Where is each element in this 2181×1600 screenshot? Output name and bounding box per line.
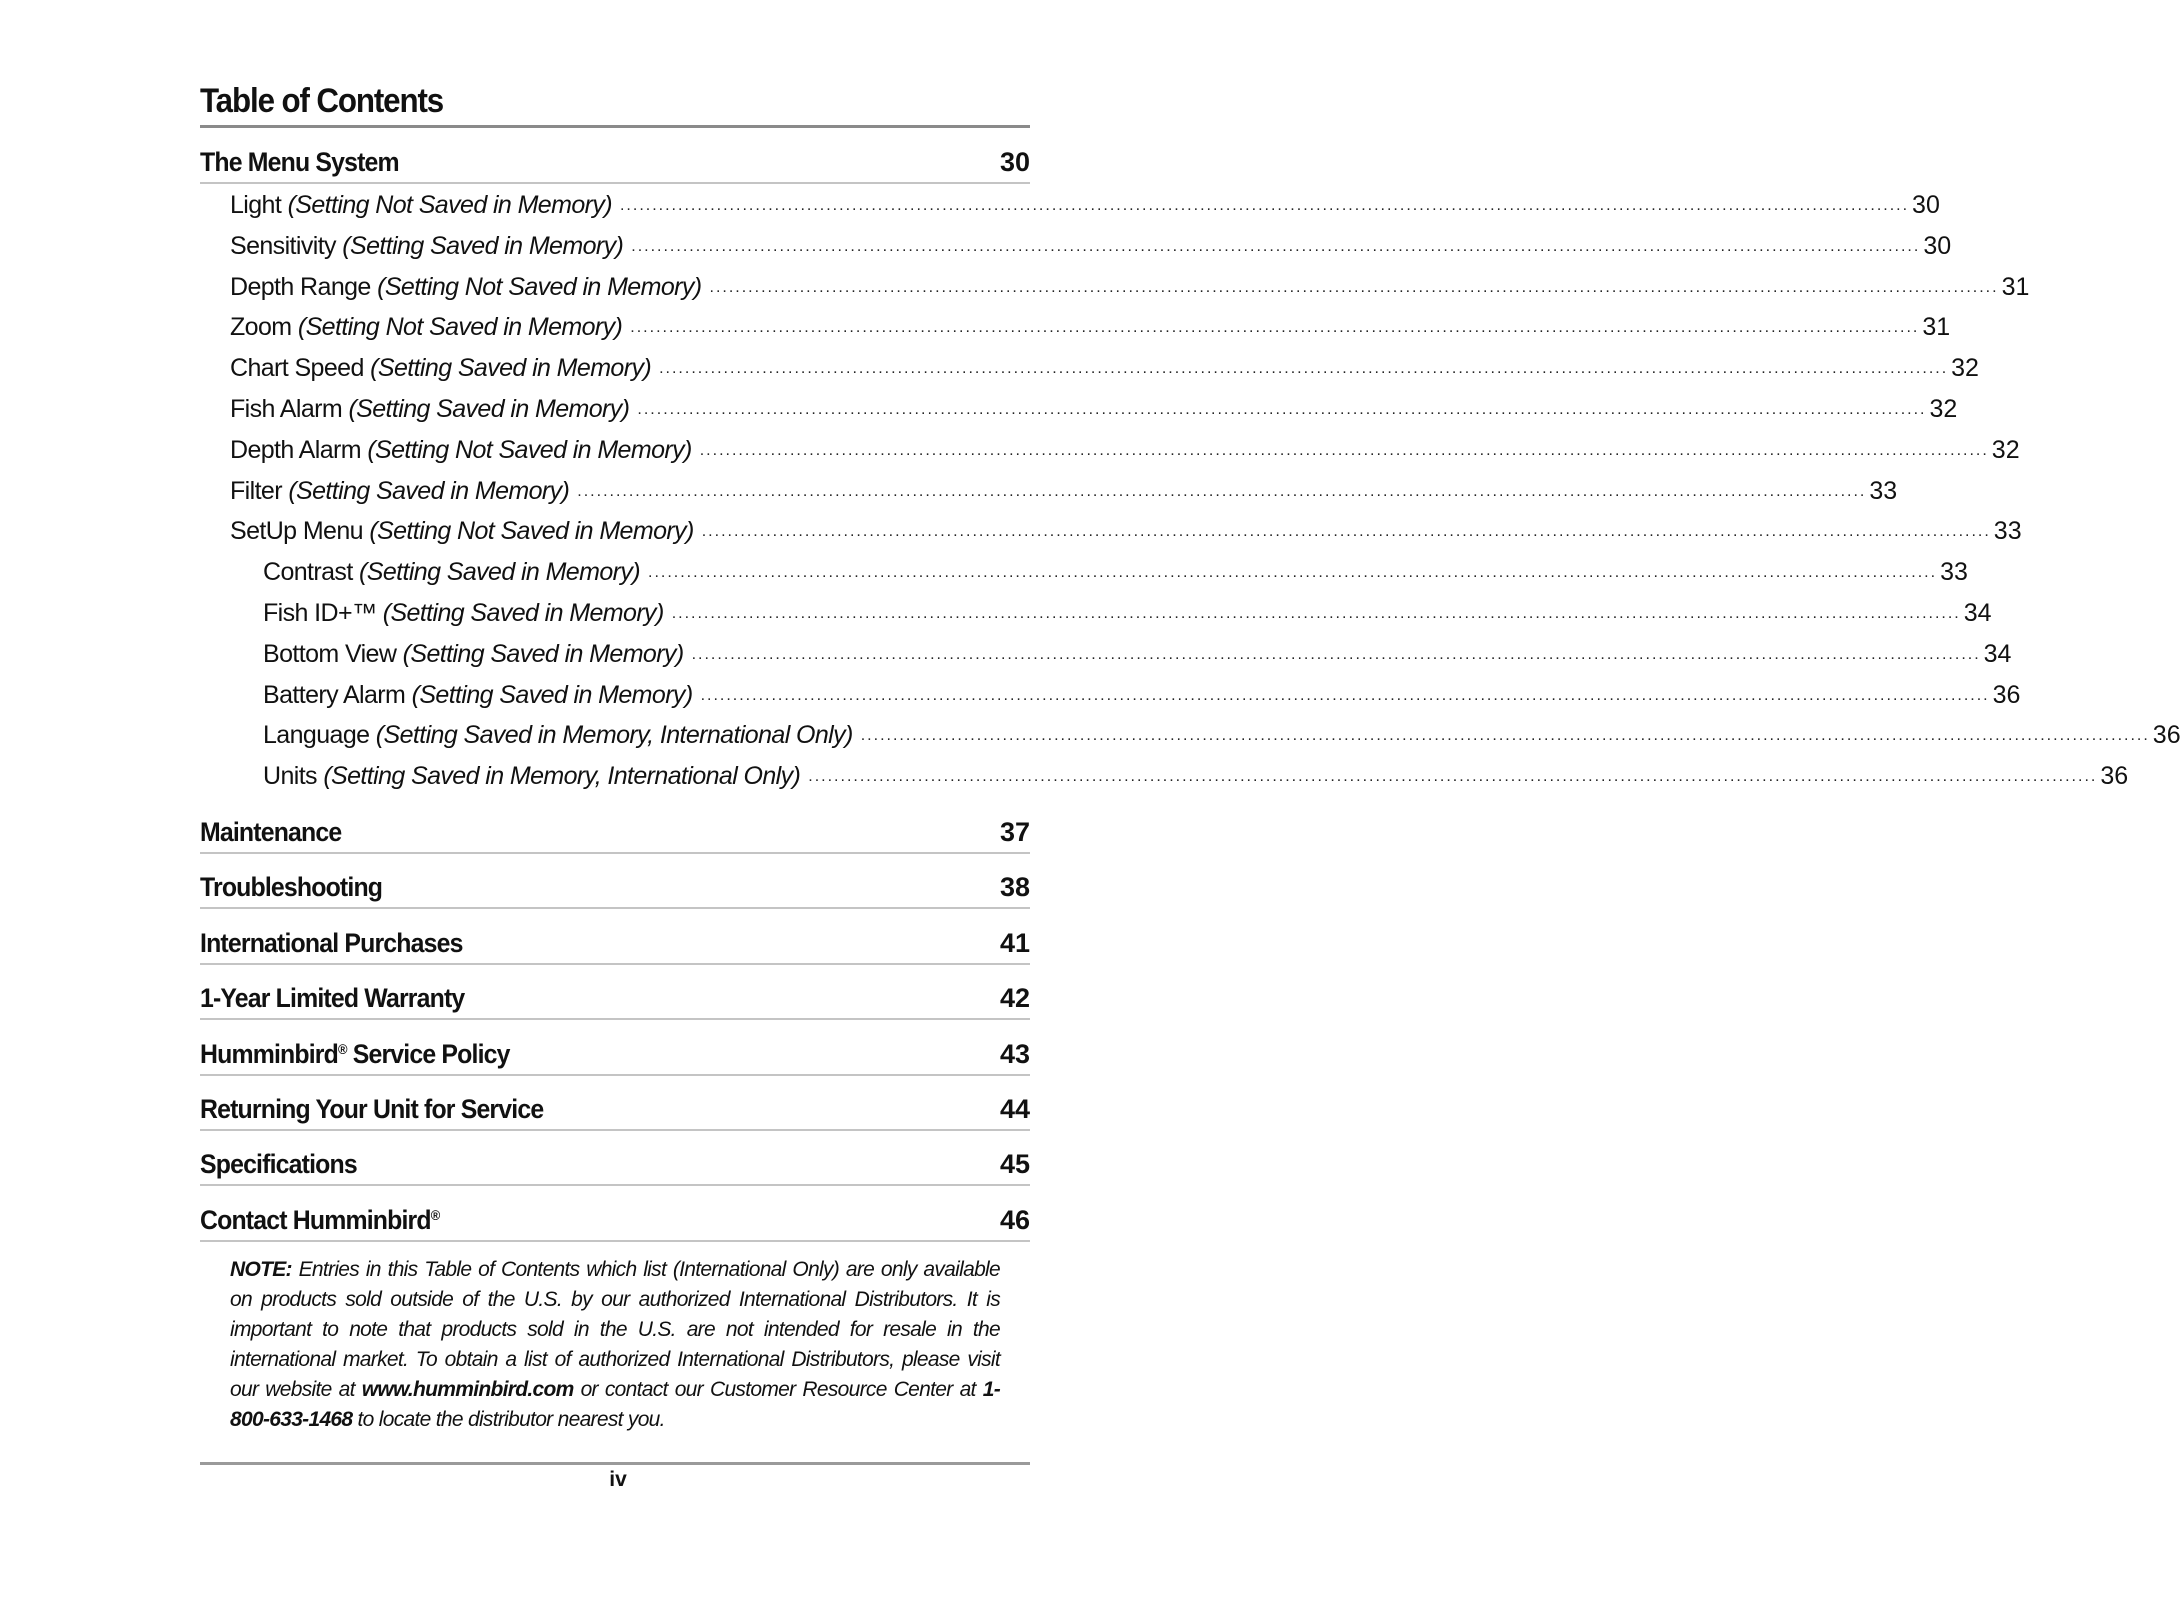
section-title-text: Maintenance: [200, 817, 342, 847]
section-page: 30: [999, 147, 1030, 177]
entry-name: Zoom: [230, 313, 292, 342]
entry-name: Fish Alarm: [230, 395, 343, 423]
dot-leader: ........................................................................................................................................................................................................: [637, 401, 1927, 418]
entry-page: 31: [2001, 272, 2030, 301]
section-title: [200, 817, 341, 848]
toc-section[interactable]: [200, 1144, 1030, 1186]
toc-section[interactable]: [200, 1200, 1030, 1242]
toc-entry[interactable]: [263, 674, 2021, 710]
title-rule: [200, 125, 1030, 128]
toc-entry[interactable]: [230, 225, 1952, 261]
section-page: 45: [999, 1149, 1030, 1180]
dot-leader: ........................................................................................................................................................................................................: [691, 645, 1981, 663]
entry-note: (Setting Saved in Memory, International Only): [323, 762, 801, 791]
entry-page: 32: [1929, 395, 1958, 423]
entry-name: Chart Speed: [230, 354, 364, 383]
entry-name: Fish ID+™: [263, 599, 377, 627]
entry-page: 34: [1963, 599, 1992, 627]
toc-entry[interactable]: [263, 633, 2012, 669]
page-title: Table of Contents: [200, 82, 444, 120]
website-link[interactable]: www.humminbird.com: [361, 1378, 574, 1401]
entry-page: 36: [2152, 721, 2181, 750]
entry-page: 32: [1951, 354, 1979, 383]
entry-text: [263, 558, 640, 587]
registered-mark: ®: [338, 1040, 347, 1057]
entry-note: (Setting Not Saved in Memory): [297, 313, 623, 342]
toc-entry[interactable]: [263, 592, 1992, 628]
dot-leader: ........................................................................................................................................................................................................: [577, 482, 1867, 500]
entry-text: [230, 191, 612, 220]
entry-note: (Setting Saved in Memory, International Only): [375, 721, 853, 750]
entry-note: (Setting Saved in Memory): [402, 639, 684, 668]
section-page: 44: [999, 1094, 1030, 1124]
entry-note: (Setting Not Saved in Memory): [377, 272, 702, 301]
entry-name: Battery Alarm: [263, 680, 406, 709]
entry-text: [230, 395, 629, 424]
entry-name: Filter: [230, 476, 282, 505]
entry-name: Language: [263, 721, 370, 750]
toc-section-menu-system[interactable]: [200, 142, 1030, 184]
section-title-text: Troubleshooting: [200, 872, 383, 903]
dot-leader: ........................................................................................................................................................................................................: [700, 686, 1990, 704]
entry-page: 33: [1940, 558, 1968, 587]
entry-text: [263, 599, 664, 628]
entry-page: 34: [1983, 639, 2012, 668]
note-text-3: to locate the distributor nearest you.: [352, 1408, 665, 1431]
section-page: 37: [999, 817, 1030, 847]
note-text-1: Entries in this Table of Contents which list (International Only) are only available on products sold outside of the U.S. by our authorized International Distributors. It is important to note that products sold in the U.S. are not intended for resale in the international market. To obtain a list of authorized International Distributors, please visit our website at: [230, 1258, 1000, 1401]
entry-text: [263, 681, 693, 710]
entry-page: 36: [1992, 680, 2021, 709]
dot-leader: ........................................................................................................................................................................................................: [630, 319, 1920, 337]
toc-entry[interactable]: [230, 510, 2022, 546]
page-number: iv: [609, 1468, 627, 1491]
entry-text: [263, 762, 800, 791]
entry-name: Light: [230, 191, 282, 219]
dot-leader: ........................................................................................................................................................................................................: [701, 523, 1991, 541]
section-title: [200, 1039, 510, 1070]
toc-section[interactable]: [200, 1034, 1030, 1076]
entry-text: [263, 721, 853, 750]
entry-text: [230, 477, 569, 506]
entry-name: SetUp Menu: [230, 517, 363, 546]
section-page: 41: [999, 927, 1030, 958]
entry-text: [263, 640, 684, 669]
section-title: [200, 1149, 357, 1180]
entry-note: (Setting Not Saved in Memory): [369, 517, 694, 546]
entry-page: 33: [1869, 476, 1898, 505]
entry-note: (Setting Saved in Memory): [411, 680, 693, 709]
registered-mark: ®: [430, 1206, 440, 1223]
toc-entry[interactable]: [230, 184, 1940, 220]
toc-entry[interactable]: [230, 429, 2020, 465]
footer-rule: [200, 1462, 1030, 1465]
section-title-text: Returning Your Unit for Service: [200, 1094, 544, 1124]
dot-leader: ........................................................................................................................................................................................................: [808, 768, 2098, 786]
entry-page: 36: [2100, 762, 2129, 791]
section-title: [200, 872, 382, 903]
entry-name: Depth Alarm: [230, 435, 361, 464]
dot-leader: ........................................................................................................................................................................................................: [671, 605, 1961, 622]
entry-text: [230, 273, 702, 302]
section-title: [200, 1094, 543, 1125]
toc-entry[interactable]: [230, 266, 2030, 302]
section-title: [200, 928, 463, 959]
international-note: [230, 1255, 1000, 1435]
section-title-text: Humminbird: [200, 1038, 338, 1069]
section-page: 43: [999, 1038, 1030, 1069]
toc-section[interactable]: [200, 867, 1030, 909]
entry-page: 30: [1923, 231, 1952, 260]
dot-leader: ........................................................................................................................................................................................................: [631, 237, 1921, 255]
section-title-text: 1-Year Limited Warranty: [200, 983, 465, 1014]
entry-note: (Setting Saved in Memory): [288, 476, 570, 505]
dot-leader: ........................................................................................................................................................................................................: [648, 564, 1938, 582]
toc-section[interactable]: [200, 812, 1030, 854]
entry-text: [230, 436, 692, 465]
section-page: 38: [999, 872, 1030, 903]
dot-leader: ........................................................................................................................................................................................................: [619, 197, 1910, 214]
section-page: 46: [999, 1204, 1030, 1235]
toc-entry[interactable]: [230, 347, 1979, 383]
section-title-text: International Purchases: [200, 927, 463, 958]
entry-page: 30: [1912, 191, 1940, 219]
entry-text: [230, 517, 694, 546]
entry-page: 32: [1991, 435, 2020, 464]
entry-text: [230, 313, 622, 342]
entry-note: (Setting Not Saved in Memory): [287, 191, 612, 219]
toc-entry[interactable]: [230, 388, 1958, 424]
entry-name: Units: [263, 762, 317, 791]
toc-section[interactable]: [200, 923, 1030, 965]
section-title-text: Specifications: [200, 1149, 357, 1180]
section-title: [200, 983, 464, 1014]
entry-name: Sensitivity: [230, 231, 336, 260]
note-text-2: or contact our Customer Resource Center at: [573, 1378, 983, 1401]
dot-leader: ........................................................................................................................................................................................................: [659, 360, 1949, 378]
dot-leader: ........................................................................................................................................................................................................: [699, 441, 1989, 459]
entry-page: 31: [1922, 313, 1951, 342]
dot-leader: ........................................................................................................................................................................................................: [709, 278, 1999, 296]
entry-note: (Setting Not Saved in Memory): [367, 435, 692, 464]
section-page: 42: [999, 983, 1030, 1014]
entry-note: (Setting Saved in Memory): [342, 231, 624, 260]
entry-note: (Setting Saved in Memory): [370, 354, 652, 383]
entry-text: [230, 354, 651, 383]
entry-note: (Setting Saved in Memory): [382, 599, 664, 627]
section-title-suffix: Service Policy: [346, 1038, 510, 1069]
entry-name: Bottom View: [263, 639, 397, 668]
note-label: NOTE:: [230, 1258, 292, 1281]
entry-text: [230, 232, 623, 261]
dot-leader: ........................................................................................................................................................................................................: [860, 727, 2150, 745]
toc-entry[interactable]: [230, 470, 1898, 506]
entry-note: (Setting Saved in Memory): [348, 395, 630, 423]
section-title: The Menu System: [200, 147, 399, 177]
section-title: [200, 1205, 439, 1236]
toc-entry[interactable]: [230, 306, 1951, 342]
toc-entry[interactable]: [263, 755, 2129, 791]
toc-section[interactable]: [200, 978, 1030, 1020]
entry-name: Contrast: [263, 558, 353, 587]
entry-note: (Setting Saved in Memory): [359, 558, 640, 587]
toc-entry[interactable]: [263, 551, 1968, 587]
entry-page: 33: [1993, 517, 2022, 546]
entry-name: Depth Range: [230, 272, 371, 301]
section-title-text: Contact Humminbird: [200, 1204, 431, 1235]
toc-section[interactable]: [200, 1089, 1030, 1131]
phone-number: 1-800-633-1468: [230, 1378, 1000, 1431]
toc-entry[interactable]: [263, 714, 2181, 750]
